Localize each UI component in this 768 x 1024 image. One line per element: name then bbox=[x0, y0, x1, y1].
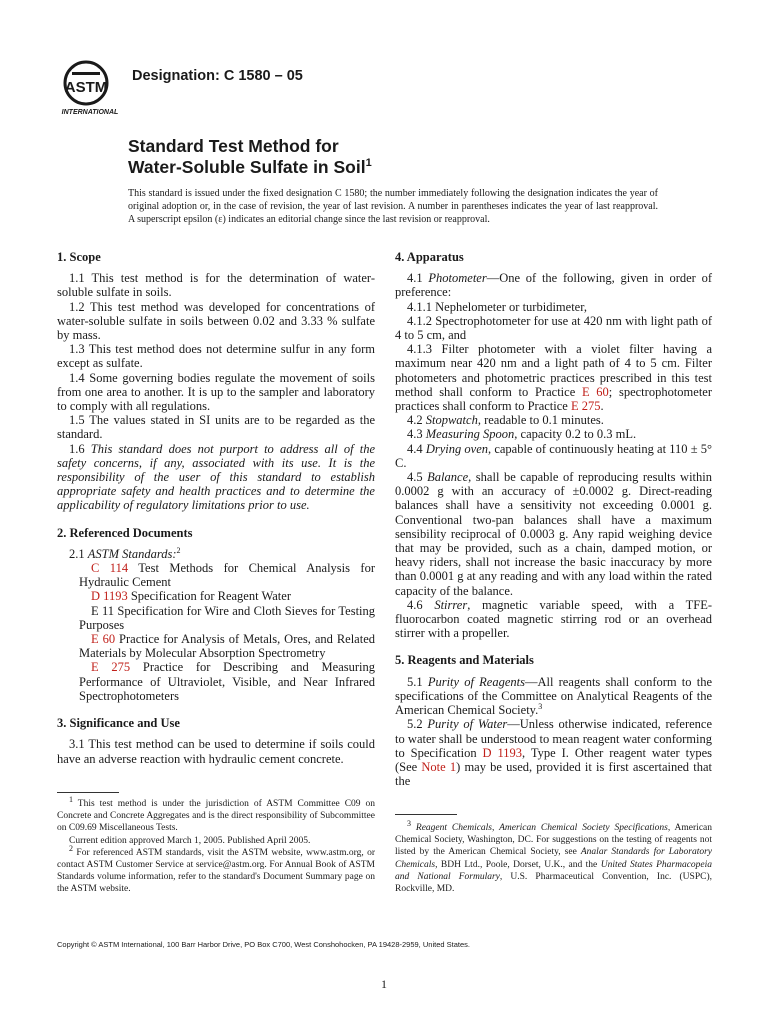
reference-item bbox=[57, 561, 375, 589]
footnote-text: , BDH Ltd., Poole, Dorset, U.K., and the bbox=[435, 859, 598, 870]
designation: Designation: C 1580 – 05 bbox=[132, 68, 303, 84]
term-label: Purity of Reagents bbox=[427, 674, 525, 689]
paragraph-5-1 bbox=[395, 675, 712, 718]
footnote-text: This test method is under the jurisdiction of ASTM Committee C09 on Concrete and Concrete Aggregates and is the direct responsibility of Subcommittee on C09.69 Miscellaneous Tests. bbox=[57, 799, 375, 834]
paragraph-text: —One of the following, given in order of preference: bbox=[395, 271, 713, 300]
paragraph-4-1-3 bbox=[395, 342, 712, 413]
footnotes-right bbox=[395, 818, 713, 895]
paragraph-4-5 bbox=[395, 470, 712, 598]
paragraph-number: 4.6 bbox=[407, 597, 423, 612]
reference-title: Test Methods for Chemical Analysis for Hydraulic Cement bbox=[79, 561, 376, 590]
paragraph-4-4 bbox=[395, 442, 712, 470]
term-label: Photometer bbox=[428, 271, 487, 286]
reference-link[interactable]: E 275 bbox=[570, 399, 601, 414]
note-link[interactable]: Note 1 bbox=[421, 759, 457, 774]
reference-item bbox=[57, 632, 375, 660]
paragraph-1-1: 1.1 This test method is for the determination of water-soluble sulfate in soils. bbox=[57, 271, 375, 300]
section-heading-significance: 3. Significance and Use bbox=[57, 716, 180, 731]
footnote-mark: 2 bbox=[176, 545, 181, 555]
footnote-divider bbox=[57, 792, 119, 793]
document-title bbox=[128, 136, 372, 178]
copyright-line: Copyright © ASTM International, 100 Barr Harbor Drive, PO Box C700, West Conshohocken, PA 19428-2959, United States. bbox=[57, 940, 470, 949]
footnote-text: , U.S. Pharmaceutical Convention, Inc. (USPC), Rockville, MD. bbox=[395, 871, 712, 895]
paragraph-4-1-2: 4.1.2 Spectrophotometer for use at 420 nm with light path of 4 to 5 cm, and bbox=[395, 313, 712, 343]
title-footnote-mark: 1 bbox=[365, 157, 372, 170]
paragraph-text: , magnetic variable speed, with a TFE-fluorocarbon coated magnetic stirring rod or an overhead stirrer with a propeller. bbox=[395, 597, 712, 641]
paragraph-text: —All reagents shall conform to the specifications of the Committee on Analytical Reagents of the American Chemical Society. bbox=[395, 674, 712, 718]
term-label: Purity of Water bbox=[427, 717, 508, 732]
paragraph-text: , capable of continuously heating at 110 ± 5° C. bbox=[395, 441, 712, 470]
paragraph-1-2: 1.2 This test method was developed for concentrations of water-soluble sulfate in soils between 0.02 and 3.33 % sulfate by mass. bbox=[57, 299, 375, 343]
footnote-3 bbox=[395, 818, 713, 895]
paragraph-4-2 bbox=[395, 413, 712, 427]
footnote-title: Analar Standards for Laboratory Chemicals bbox=[395, 847, 713, 870]
reference-item bbox=[57, 604, 375, 632]
footnote-1b: Current edition approved March 1, 2005. Published April 2005. bbox=[69, 835, 311, 846]
safety-caveat: This standard does not purport to address all of the safety concerns, if any, associated with its use. It is the responsibility of the user of this standard to establish appropriate safety and health practices and to determine the applicability of regulatory limitations prior to use. bbox=[57, 441, 375, 513]
paragraph-text: , readable to 0.1 minutes. bbox=[477, 413, 604, 428]
standard-intro: This standard is issued under the fixed designation C 1580; the number immediately following the designation indicates the year of original adoption or, in the case of revision, the year of last revision. A number in parentheses indicates the year of last reapproval. A superscript epsilon (ε) indicates an editorial change since the last revision or reapproval. bbox=[128, 188, 658, 225]
paragraph-4-6 bbox=[395, 598, 712, 641]
paragraph-1-5: 1.5 The values stated in SI units are to be regarded as the standard. bbox=[57, 413, 375, 442]
footnote-text: For referenced ASTM standards, visit the ASTM website, www.astm.org, or contact ASTM Customer Service at service@astm.org. For Annual Book of ASTM Standards volume information, refer to the standard's Document Summary page on the ASTM website. bbox=[57, 847, 376, 895]
term-label: Drying oven bbox=[425, 441, 489, 456]
page-number: 1 bbox=[381, 977, 387, 991]
paragraph-number: 1.6 bbox=[69, 441, 85, 456]
footnote-1 bbox=[57, 794, 375, 835]
section-heading-apparatus: 4. Apparatus bbox=[395, 250, 464, 264]
paragraph-4-3 bbox=[395, 427, 712, 441]
title-text: Water-Soluble Sulfate in Soil bbox=[128, 157, 366, 177]
footnote-title: United States Pharmacopeia and National Formulary bbox=[395, 859, 713, 882]
paragraph-text: ; spectrophotometer practices shall conform to Practice bbox=[395, 384, 712, 414]
paragraph-number: 5.1 bbox=[407, 674, 423, 689]
reference-title: Specification for Wire and Cloth Sieves for Testing Purposes bbox=[79, 603, 376, 632]
astm-standards-label: ASTM Standards: bbox=[87, 546, 177, 561]
reference-link[interactable]: E 60 bbox=[91, 632, 116, 647]
right-column bbox=[395, 250, 712, 788]
paragraph-text: , Type I. Other reagent water types (See bbox=[395, 745, 713, 774]
term-label: Measuring Spoon bbox=[425, 427, 515, 442]
paragraph-3-1: 3.1 This test method can be used to determine if soils could have an adverse reaction with hydraulic cement concrete. bbox=[57, 737, 375, 766]
astm-logo bbox=[60, 58, 124, 118]
paragraph-4-1 bbox=[395, 271, 712, 299]
paragraph-number: 2.1 bbox=[69, 546, 85, 561]
reference-code: E 11 bbox=[91, 603, 115, 618]
footnote-mark: 1 bbox=[69, 794, 73, 804]
reference-title: Practice for Describing and Measuring Performance of Ultraviolet, Visible, and Near Infrared Spectrophotometers bbox=[79, 660, 376, 703]
footnote-mark: 2 bbox=[69, 843, 73, 853]
paragraph-number: 4.1 bbox=[407, 271, 423, 286]
footnote-title: Reagent Chemicals, American Chemical Society Specifications bbox=[415, 823, 668, 833]
term-label: Balance bbox=[427, 470, 469, 485]
footnotes-left bbox=[57, 794, 376, 896]
section-heading-referenced-documents: 2. Referenced Documents bbox=[57, 525, 193, 540]
paragraph-text: , shall be capable of reproducing results within 0.0002 g with an accuracy of ±0.0002 g. Direct-reading balances shall have a sensitivity not exceeding 0.0001 g. Conventional two-pan balances shall have a maximum sensibility reciprocal of 0.0003 g. Any rapid weighing device that may be provided, such as a chain, damped motion, or heavy riders, shall not increase the basic inaccuracy by more than 0.0001 g at any reading and with any load within the rated capacity of the balance. bbox=[395, 470, 712, 598]
paragraph-text: ) may be used, provided it is first ascertained that the bbox=[395, 759, 712, 789]
paragraph-5-2 bbox=[395, 717, 712, 788]
paragraph-number: 4.3 bbox=[407, 427, 423, 442]
paragraph-text: 4.1.3 Filter photometer with a violet filter having a maximum near 420 nm and a light path of 4 to 5 cm. Filter photometers and photometric practices prescribed in this test method shall conform to Practice bbox=[395, 342, 712, 399]
footnote-divider bbox=[395, 814, 457, 815]
reference-item bbox=[57, 589, 375, 603]
footnote-2 bbox=[57, 843, 376, 896]
title-line-1: Standard Test Method for bbox=[128, 136, 339, 156]
logo-subtext: INTERNATIONAL bbox=[61, 109, 119, 116]
reference-item bbox=[57, 660, 375, 703]
paragraph-2-1 bbox=[57, 547, 375, 561]
reference-link[interactable]: D 1193 bbox=[91, 589, 128, 604]
left-column bbox=[57, 250, 375, 766]
footnote-mark: 3 bbox=[407, 818, 411, 828]
footnote-mark: 3 bbox=[538, 701, 543, 711]
logo-letters: ASTM bbox=[64, 79, 108, 96]
paragraph-number: 4.5 bbox=[407, 470, 423, 485]
paragraph-1-3: 1.3 This test method does not determine sulfur in any form except as sulfate. bbox=[57, 342, 375, 371]
paragraph-number: 4.2 bbox=[407, 413, 423, 428]
paragraph-1-6 bbox=[57, 442, 375, 513]
paragraph-text: . bbox=[600, 399, 604, 414]
title-line-2 bbox=[128, 157, 372, 178]
reference-link[interactable]: C 114 bbox=[91, 561, 129, 576]
reference-title: Specification for Reagent Water bbox=[130, 589, 291, 604]
footnote-text: , American Chemical Society, Washington, DC. For suggestions on the testing of reagents not listed by the American Chemical Society, see bbox=[395, 823, 712, 858]
reference-link[interactable]: E 275 bbox=[91, 660, 131, 675]
section-heading-reagents: 5. Reagents and Materials bbox=[395, 653, 534, 668]
section-heading-scope: 1. Scope bbox=[57, 250, 101, 264]
paragraph-text: —Unless otherwise indicated, reference to water shall be understood to mean reagent water conforming to Specification bbox=[395, 717, 713, 760]
reference-title: Practice for Analysis of Metals, Ores, and Related Materials by Molecular Absorption Spectrometry bbox=[79, 632, 376, 661]
paragraph-number: 4.4 bbox=[407, 441, 423, 456]
paragraph-number: 5.2 bbox=[407, 717, 423, 732]
paragraph-4-1-1: 4.1.1 Nephelometer or turbidimeter, bbox=[407, 299, 587, 314]
term-label: Stirrer bbox=[434, 597, 468, 612]
paragraph-text: , capacity 0.2 to 0.3 mL. bbox=[514, 427, 637, 442]
reference-link[interactable]: E 60 bbox=[581, 384, 609, 399]
reference-link[interactable]: D 1193 bbox=[482, 745, 523, 760]
term-label: Stopwatch bbox=[425, 413, 478, 428]
paragraph-1-4: 1.4 Some governing bodies regulate the movement of soils from one area to another. It is up to the sampler and laboratory to comply with all regulations. bbox=[57, 370, 375, 414]
